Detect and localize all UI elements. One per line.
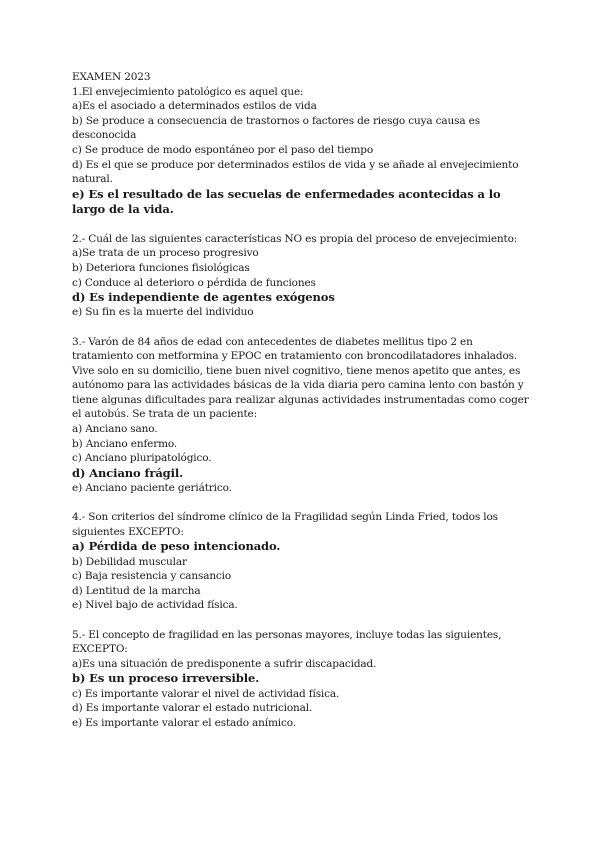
- question-4: [72, 510, 530, 613]
- answer-option-e: e) Su fin es la muerte del individuo: [72, 306, 254, 319]
- answer-option-b: b) Anciano enfermo.: [72, 437, 178, 450]
- exam-title: EXAMEN 2023: [72, 71, 151, 83]
- question-1: [72, 85, 530, 218]
- answer-option-e: e) Anciano paciente geriátrico.: [72, 482, 232, 495]
- answer-option-a: a)Es el asociado a determinados estilos de vida: [72, 100, 317, 113]
- answer-option-d: d) Lentitud de la marcha: [72, 584, 201, 597]
- answer-option-b: b) Debilidad muscular: [72, 555, 187, 568]
- question-5: [72, 628, 530, 731]
- question-stem: 5.- El concepto de fragilidad en las personas mayores, incluye todas las siguientes, EXCEPTO:: [72, 628, 502, 656]
- answer-option-b: b) Deteriora funciones fisiológicas: [72, 261, 250, 274]
- answer-option-c: c) Es importante valorar el nivel de actividad física.: [72, 687, 340, 700]
- answer-option-a: a)Se trata de un proceso progresivo: [72, 247, 259, 260]
- answer-option-d: d) Es importante valorar el estado nutricional.: [72, 702, 313, 715]
- question-3: [72, 335, 530, 496]
- answer-option-a: a) Anciano sano.: [72, 423, 158, 436]
- answer-option-e-correct: e) Es el resultado de las secuelas de enfermedades acontecidas a lo largo de la vida.: [72, 186, 501, 216]
- answer-option-d-correct: d) Es independiente de agentes exógenos: [72, 290, 335, 305]
- answer-option-c: c) Baja resistencia y cansancio: [72, 570, 232, 583]
- answer-option-a: a)Es una situación de predisponente a sufrir discapacidad.: [72, 657, 377, 670]
- question-stem: 3.- Varón de 84 años de edad con antecedentes de diabetes mellitus tipo 2 en tratamiento con metformina y EPOC en tratamiento con broncodilatadores inhalados. Vive solo en su domicilio, tiene buen nivel cognitivo, tiene menos apetito que antes, es autónomo para las actividades básicas de la vida diaria pero camina lento con bastón y tiene algunas dificultades para realizar algunas actividades instrumentadas como coger el autobús. Se trata de un paciente:: [72, 335, 529, 421]
- exam-content: [72, 70, 530, 730]
- spacer: [72, 320, 530, 335]
- spacer: [72, 496, 530, 511]
- spacer: [72, 613, 530, 628]
- answer-option-b-correct: b) Es un proceso irreversible.: [72, 671, 260, 686]
- answer-option-e: e) Es importante valorar el estado anímico.: [72, 716, 296, 729]
- answer-option-e: e) Nivel bajo de actividad física.: [72, 599, 238, 612]
- answer-option-c: c) Se produce de modo espontáneo por el paso del tiempo: [72, 143, 374, 156]
- question-2: [72, 232, 530, 320]
- answer-option-c: c) Anciano pluripatológico.: [72, 452, 212, 465]
- answer-option-a-correct: a) Pérdida de peso intencionado.: [72, 539, 281, 554]
- answer-option-b: b) Se produce a consecuencia de trastornos o factores de riesgo cuya causa es desconocida: [72, 114, 480, 142]
- question-stem: 2.- Cuál de las siguientes características NO es propia del proceso de envejecimiento:: [72, 232, 518, 245]
- spacer: [72, 217, 530, 232]
- question-stem: 4.- Son criterios del síndrome clínico de la Fragilidad según Linda Fried, todos los siguientes EXCEPTO:: [72, 511, 498, 538]
- question-stem: 1.El envejecimiento patológico es aquel que:: [72, 85, 304, 98]
- answer-option-c: c) Conduce al deterioro o pérdida de funciones: [72, 276, 316, 289]
- answer-option-d-correct: d) Anciano frágil.: [72, 465, 184, 480]
- answer-option-d: d) Es el que se produce por determinados estilos de vida y se añade al envejecimiento natural.: [72, 158, 519, 186]
